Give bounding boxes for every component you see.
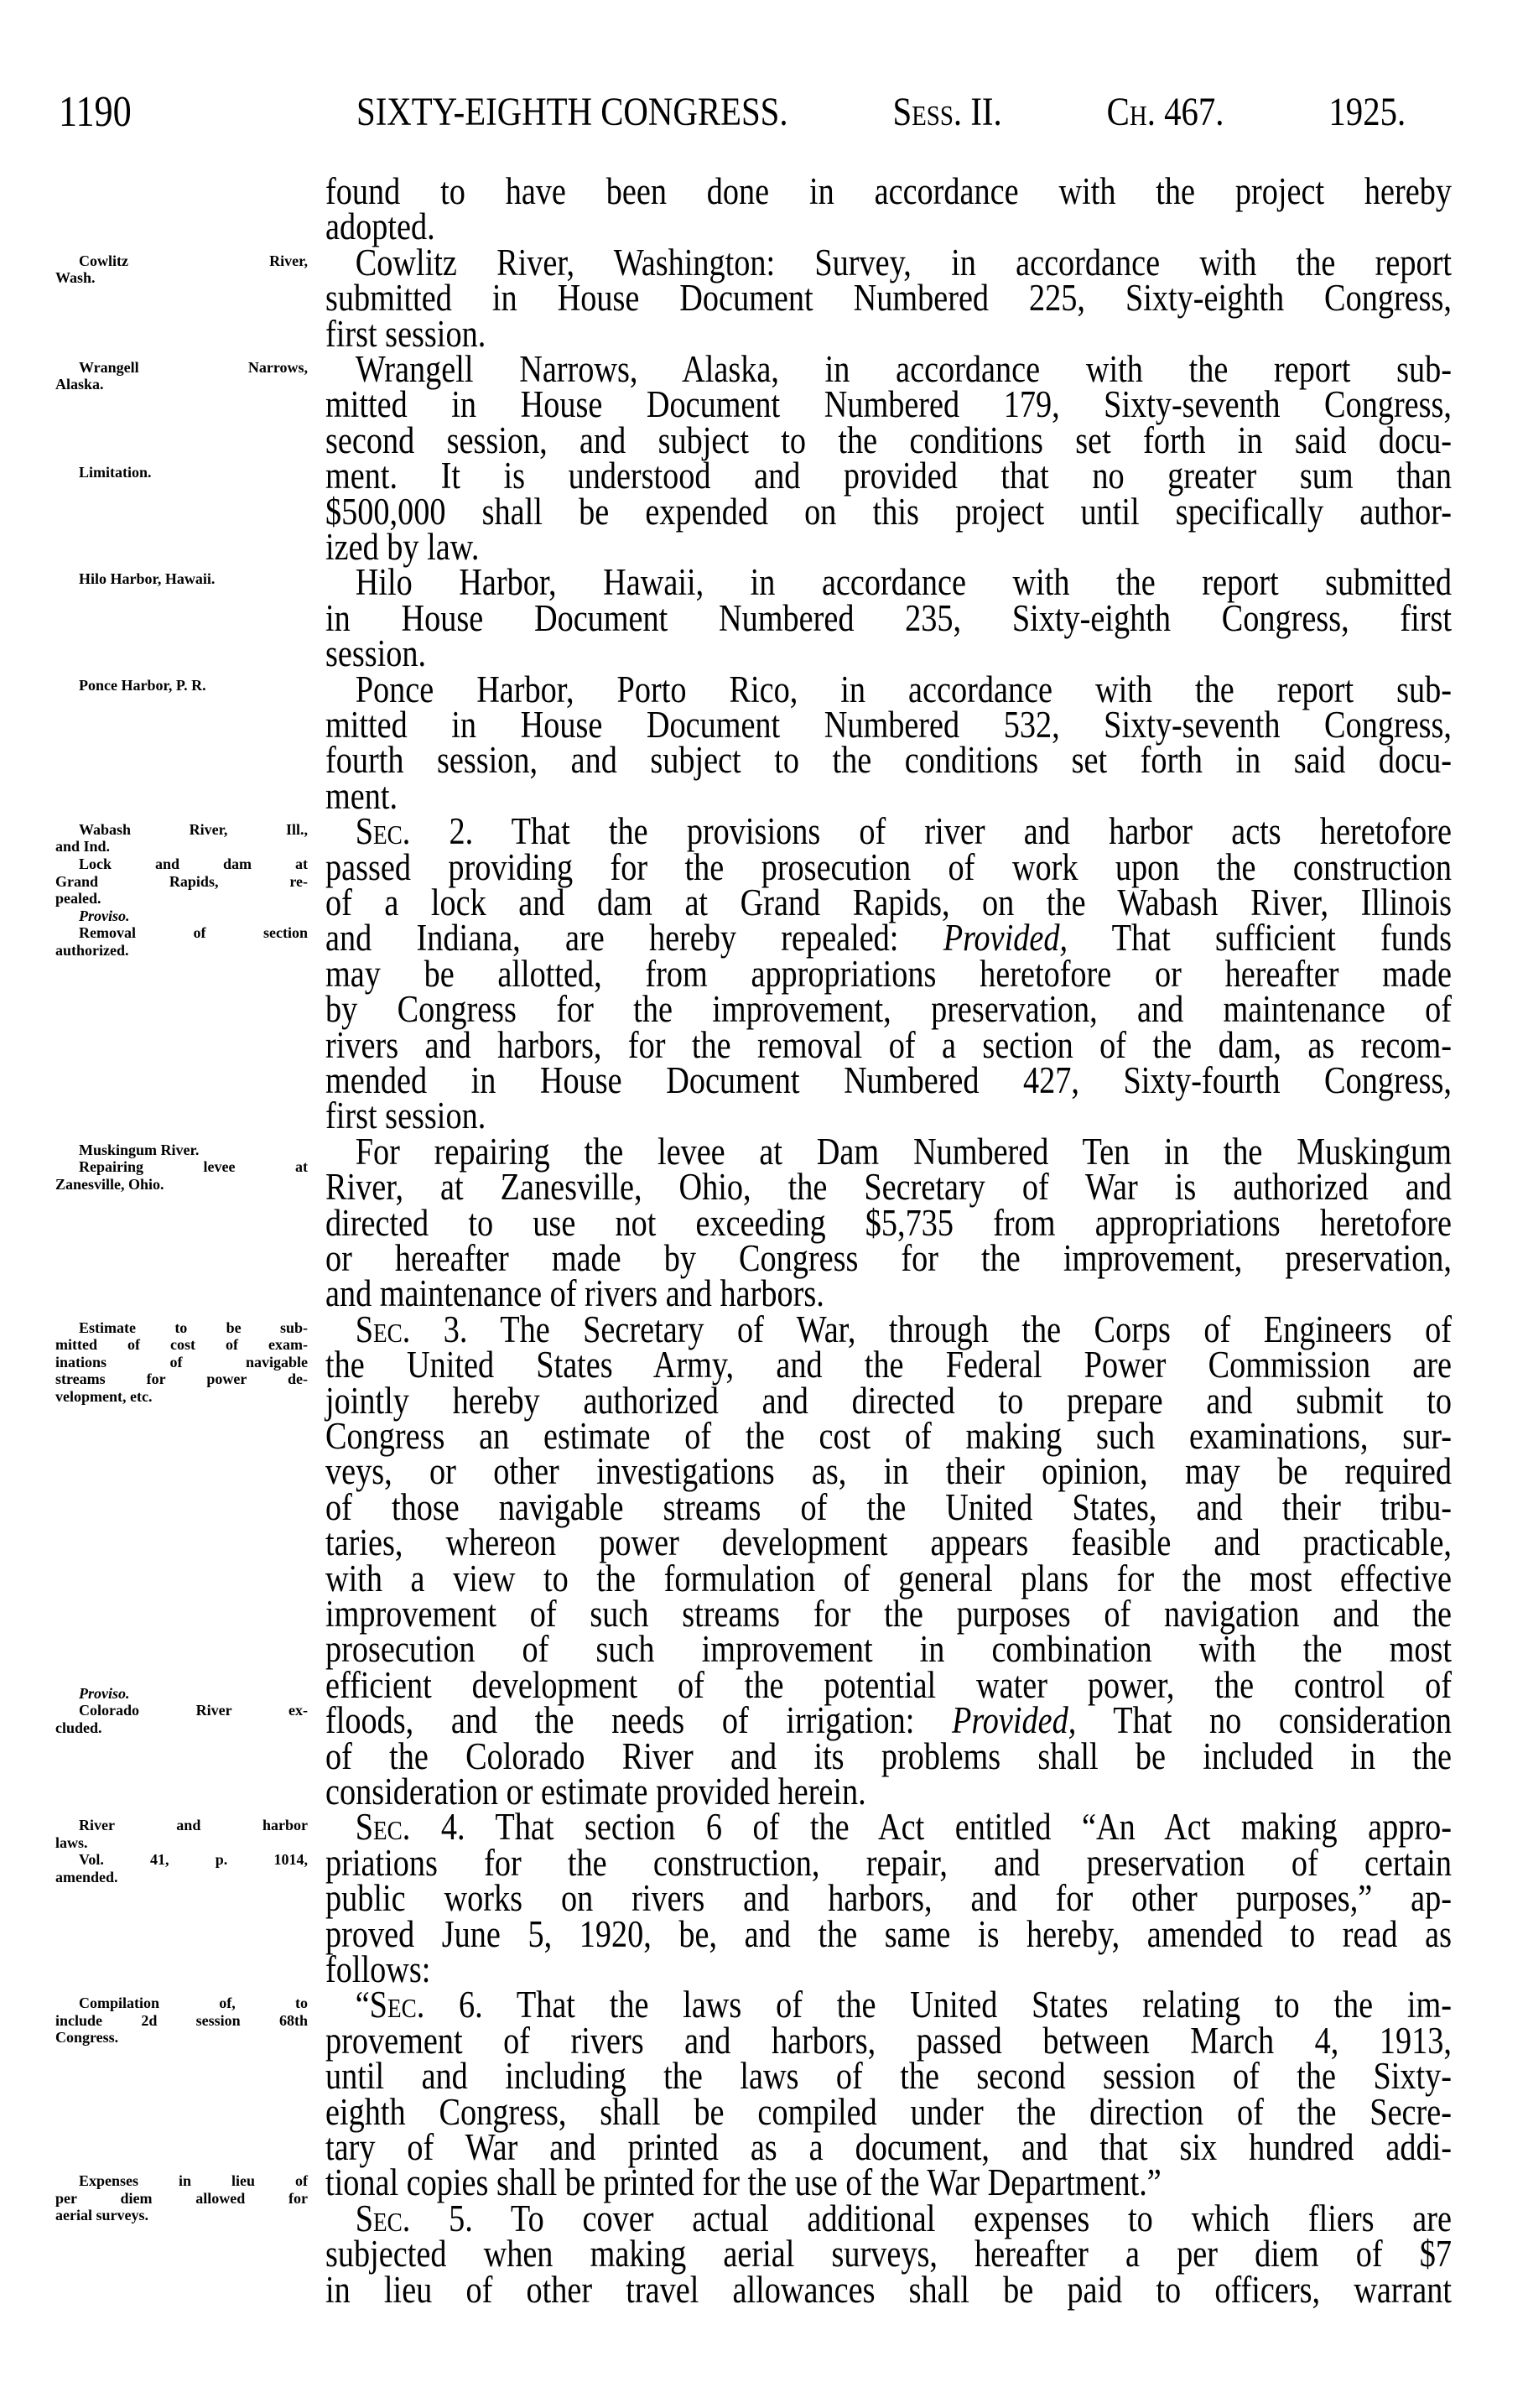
body-line	[325, 2019, 1452, 2062]
text-run: submitted in House Document Numbered 225, Sixty-eighth Congress,	[325, 277, 1452, 320]
body-line	[325, 739, 1452, 782]
margin-note-wrangell	[55, 359, 308, 393]
margin-note-line: authorized.	[55, 942, 129, 960]
text-run: ment.	[325, 774, 398, 817]
text-run: 3. The Secretary of War, through the Corps of Engineers of	[410, 1308, 1452, 1350]
margin-note-line: Estimate to be sub-	[79, 1318, 308, 1336]
body-line	[325, 1628, 1452, 1671]
text-run: of a lock and dam at Grand Rapids, on the Wabash River, Illinois	[325, 882, 1452, 923]
text-run: 6. That the laws of the United States relating to the im-	[424, 1984, 1452, 2026]
body-line	[325, 1379, 1452, 1422]
body-line	[325, 2268, 1452, 2311]
text-run: mended in House Document Numbered 427, Sixty-fourth Congress,	[325, 1059, 1452, 1101]
body-line	[325, 1344, 1452, 1386]
text-run: and Indiana, are hereby repealed:	[325, 917, 943, 960]
margin-note-line: Muskingum River.	[79, 1141, 200, 1158]
text-run: 2. That the provisions of river and harbor acts heretofore	[410, 810, 1452, 853]
body-line	[325, 774, 1452, 817]
margin-note-line: Removal of section	[79, 924, 308, 942]
body-line	[325, 1771, 1452, 1813]
margin-note-estimate	[55, 1319, 308, 1406]
margin-note-line: include 2d session 68th	[55, 2011, 308, 2029]
margin-note-line: Proviso.	[79, 907, 130, 924]
margin-note-limitation	[55, 464, 308, 481]
body-line	[325, 490, 1452, 533]
margin-note-line: Repairing levee at	[79, 1158, 308, 1176]
margin-note-expenses	[55, 2172, 308, 2224]
text-run: floods, and the needs of irrigation:	[325, 1699, 952, 1742]
body-line	[325, 526, 1452, 568]
margin-note-line: Wrangell Narrows,	[79, 358, 308, 376]
margin-note-line: laws.	[55, 1833, 88, 1851]
text-run: “	[355, 1984, 370, 2026]
body-line	[325, 1663, 1452, 1706]
margin-note-line: Compilation of, to	[79, 1995, 308, 2012]
body-line	[325, 1734, 1452, 1777]
body-line	[325, 1841, 1452, 1884]
text-run: 4. That section 6 of the Act entitled “An Act making appro-	[410, 1806, 1452, 1849]
section-label: Sec.	[355, 2197, 411, 2239]
margin-note-muskingum	[55, 1142, 308, 1194]
margin-note-line: Hilo Harbor, Hawaii.	[79, 570, 216, 588]
margin-note-compilation	[55, 1995, 308, 2047]
margin-note-line: Lock and dam at	[79, 856, 308, 873]
margin-note-line: Ponce Harbor, P. R.	[79, 677, 206, 694]
body-line	[325, 1237, 1452, 1279]
text-run: veys, or other investigations as, in their opinion, may be required	[325, 1450, 1452, 1493]
text-run: $500,000 shall be expended on this project until specifically author-	[325, 490, 1452, 533]
text-run: in lieu of other travel allowances shall be paid to officers, warrant	[325, 2268, 1452, 2311]
margin-note-line: Zanesville, Ohio.	[55, 1175, 164, 1193]
margin-note-line: streams for power de-	[55, 1370, 308, 1388]
text-run: 5. To cover actual additional expenses to which fliers are	[410, 2197, 1452, 2239]
margin-note-line: Alaska.	[55, 376, 104, 393]
margin-note-line: aerial surveys.	[55, 2207, 148, 2224]
body-line	[325, 2090, 1452, 2133]
body-line	[325, 348, 1453, 390]
body-line	[325, 383, 1452, 426]
body-line	[325, 205, 1452, 248]
body-line	[325, 1948, 1452, 1990]
text-run: ment. It is understood and provided that no greater sum than	[325, 455, 1452, 497]
section-label: Sec.	[355, 1308, 411, 1350]
body-line	[325, 917, 1453, 960]
margin-note-colorado	[55, 1685, 308, 1737]
text-run: mitted in House Document Numbered 532, Sixty-seventh Congress,	[325, 704, 1452, 746]
text-run: eighth Congress, shall be compiled under the direction of the Secre-	[325, 2090, 1452, 2133]
body-line	[325, 1095, 1452, 1137]
text-run: jointly hereby authorized and directed to prepare and submit to	[325, 1379, 1452, 1422]
text-run: tary of War and printed as a document, and that six hundred addi-	[325, 2126, 1452, 2168]
text-run: adopted.	[325, 205, 435, 248]
margin-note-line: Grand Rapids, re-	[55, 872, 308, 890]
text-run: consideration or estimate provided herein.	[325, 1771, 866, 1813]
text-run: or hereafter made by Congress for the improvement, preservation,	[325, 1237, 1452, 1279]
text-run: proved June 5, 1920, be, and the same is hereby, amended to read as	[325, 1912, 1452, 1955]
body-line	[325, 1806, 1452, 1849]
text-run: Cowlitz River, Washington: Survey, in accordance with the report	[355, 241, 1453, 283]
body-line	[325, 2233, 1452, 2275]
text-run: passed providing for the prosecution of work upon the construction	[325, 845, 1452, 888]
body-line	[325, 632, 1452, 675]
margin-note-cowlitz	[55, 252, 308, 287]
text-run: first session.	[325, 1095, 486, 1137]
margin-note-line: Cowlitz River,	[79, 252, 308, 269]
text-run: may be allotted, from appropriations heretofore or hereafter made	[325, 952, 1452, 995]
body-line	[325, 1023, 1452, 1066]
margin-note-line: Wash.	[55, 269, 96, 287]
body-line	[325, 1272, 1452, 1315]
margin-note-river-harbor-laws	[55, 1817, 308, 1885]
margin-note-line: Proviso.	[79, 1684, 130, 1702]
page-number: 1190	[59, 88, 132, 136]
margin-note-line: pealed.	[55, 890, 101, 908]
margin-note-line: amended.	[55, 1868, 118, 1885]
body-line	[325, 952, 1452, 995]
body-line	[325, 1166, 1452, 1209]
body-line	[325, 1201, 1452, 1244]
text-run: ized by law.	[325, 526, 480, 568]
text-run: directed to use not exceeding $5,735 from appropriations heretofore	[325, 1201, 1452, 1244]
body-line	[325, 1699, 1452, 1742]
body-line	[325, 668, 1453, 710]
body-line	[325, 845, 1452, 888]
text-run: follows:	[325, 1948, 431, 1990]
text-run: efficient development of the potential water power, the control of	[325, 1663, 1452, 1706]
body-line	[325, 1059, 1452, 1101]
text-run: first session.	[325, 312, 486, 355]
body-line	[325, 1912, 1452, 1955]
body-line	[325, 1877, 1452, 1920]
body-line	[325, 1557, 1452, 1599]
proviso-word: Provided,	[951, 1699, 1077, 1742]
text-run: public works on rivers and harbors, and for other purposes,” ap-	[325, 1877, 1452, 1920]
section-label: Sec.	[355, 810, 411, 853]
body-line	[325, 561, 1453, 604]
margin-note-line: cluded.	[55, 1719, 102, 1737]
body-line	[325, 810, 1452, 853]
session-label: Sess. II.	[892, 90, 1002, 134]
body-line	[325, 455, 1452, 497]
text-run: That sufficient funds	[1068, 917, 1453, 960]
body-line	[325, 312, 1452, 355]
body-line	[325, 1984, 1452, 2026]
running-head	[356, 89, 1406, 135]
body-line	[325, 1485, 1452, 1528]
text-run: session.	[325, 632, 427, 675]
margin-note-line: Limitation.	[79, 463, 152, 481]
text-run: improvement of such streams for the purposes of navigation and the	[325, 1593, 1452, 1635]
text-run: tional copies shall be printed for the use of the War Department.”	[325, 2161, 1162, 2204]
margin-note-line: mitted of cost of exam-	[55, 1336, 308, 1354]
text-run: Wrangell Narrows, Alaska, in accordance with the report sub-	[355, 348, 1453, 390]
margin-note-line: Congress.	[55, 2029, 119, 2047]
congress-title: SIXTY-EIGHTH CONGRESS.	[356, 90, 788, 134]
chapter-label: Ch. 467.	[1106, 90, 1224, 134]
body-line	[325, 277, 1452, 320]
body-line	[325, 988, 1452, 1031]
text-run: That no consideration	[1076, 1699, 1452, 1742]
margin-note-line: inations of navigable	[55, 1353, 308, 1370]
body-line	[325, 1308, 1452, 1350]
text-run: and maintenance of rivers and harbors.	[325, 1272, 824, 1315]
body-line	[325, 1593, 1452, 1635]
body-line	[325, 419, 1452, 461]
year-label: 1925.	[1328, 90, 1406, 134]
body-line	[325, 1415, 1452, 1457]
text-run: of the Colorado River and its problems shall be included in the	[325, 1734, 1452, 1777]
body-line	[325, 1450, 1452, 1493]
text-run: subjected when making aerial surveys, hereafter a per diem of $7	[325, 2233, 1452, 2275]
body-line	[325, 2126, 1452, 2168]
margin-note-hilo	[55, 570, 308, 588]
text-run: Ponce Harbor, Porto Rico, in accordance with the report sub-	[355, 668, 1453, 710]
text-run: River, at Zanesville, Ohio, the Secretary of War is authorized and	[325, 1166, 1452, 1209]
text-run: the United States Army, and the Federal Power Commission are	[325, 1344, 1452, 1386]
proviso-word: Provided,	[943, 917, 1068, 960]
section-label: Sec.	[355, 1806, 411, 1849]
text-run: by Congress for the improvement, preservation, and maintenance of	[325, 988, 1452, 1031]
text-run: fourth session, and subject to the conditions set forth in said docu-	[325, 739, 1452, 782]
text-run: Hilo Harbor, Hawaii, in accordance with the report submitted	[355, 561, 1453, 604]
text-run: mitted in House Document Numbered 179, Sixty-seventh Congress,	[325, 383, 1452, 426]
margin-note-line: Vol. 41, p. 1014,	[79, 1851, 308, 1869]
text-run: provement of rivers and harbors, passed between March 4, 1913,	[325, 2019, 1452, 2062]
text-run: second session, and subject to the conditions set forth in said docu-	[325, 419, 1452, 461]
margin-note-ponce	[55, 677, 308, 694]
margin-note-line: Wabash River, Ill.,	[79, 820, 308, 838]
body-line	[325, 2197, 1452, 2239]
margin-note-line: River and harbor	[79, 1817, 308, 1834]
body-line	[325, 1130, 1453, 1173]
text-run: priations for the construction, repair, and preservation of certain	[325, 1841, 1452, 1884]
body-line	[325, 2055, 1452, 2098]
text-run: with a view to the formulation of general plans for the most effective	[325, 1557, 1452, 1599]
text-run: taries, whereon power development appears feasible and practicable,	[325, 1521, 1452, 1564]
body-line	[325, 1521, 1452, 1564]
body-line	[325, 882, 1452, 923]
body-line	[325, 170, 1452, 212]
text-run: Congress an estimate of the cost of making such examinations, sur-	[325, 1415, 1452, 1457]
margin-note-line: Expenses in lieu of	[79, 2172, 308, 2190]
text-run: until and including the laws of the second session of the Sixty-	[325, 2055, 1452, 2098]
text-run: prosecution of such improvement in combination with the most	[325, 1628, 1452, 1671]
text-run: of those navigable streams of the United States, and their tribu-	[325, 1485, 1452, 1528]
body-line	[325, 596, 1452, 639]
margin-note-line: velopment, etc.	[55, 1387, 153, 1405]
text-run: in House Document Numbered 235, Sixty-eighth Congress, first	[325, 596, 1452, 639]
margin-note-line: per diem allowed for	[55, 2189, 308, 2207]
text-run: found to have been done in accordance with the project hereby	[325, 170, 1452, 212]
margin-note-wabash	[55, 821, 308, 960]
body-line	[325, 704, 1452, 746]
text-run: rivers and harbors, for the removal of a section of the dam, as recom-	[325, 1023, 1452, 1066]
body-line	[325, 241, 1453, 283]
margin-note-line: and Ind.	[55, 838, 111, 856]
margin-note-line: Colorado River ex-	[79, 1702, 308, 1719]
section-label: Sec.	[369, 1984, 425, 2026]
text-run: For repairing the levee at Dam Numbered Ten in the Muskingum	[355, 1130, 1453, 1173]
body-line	[325, 2161, 1452, 2204]
